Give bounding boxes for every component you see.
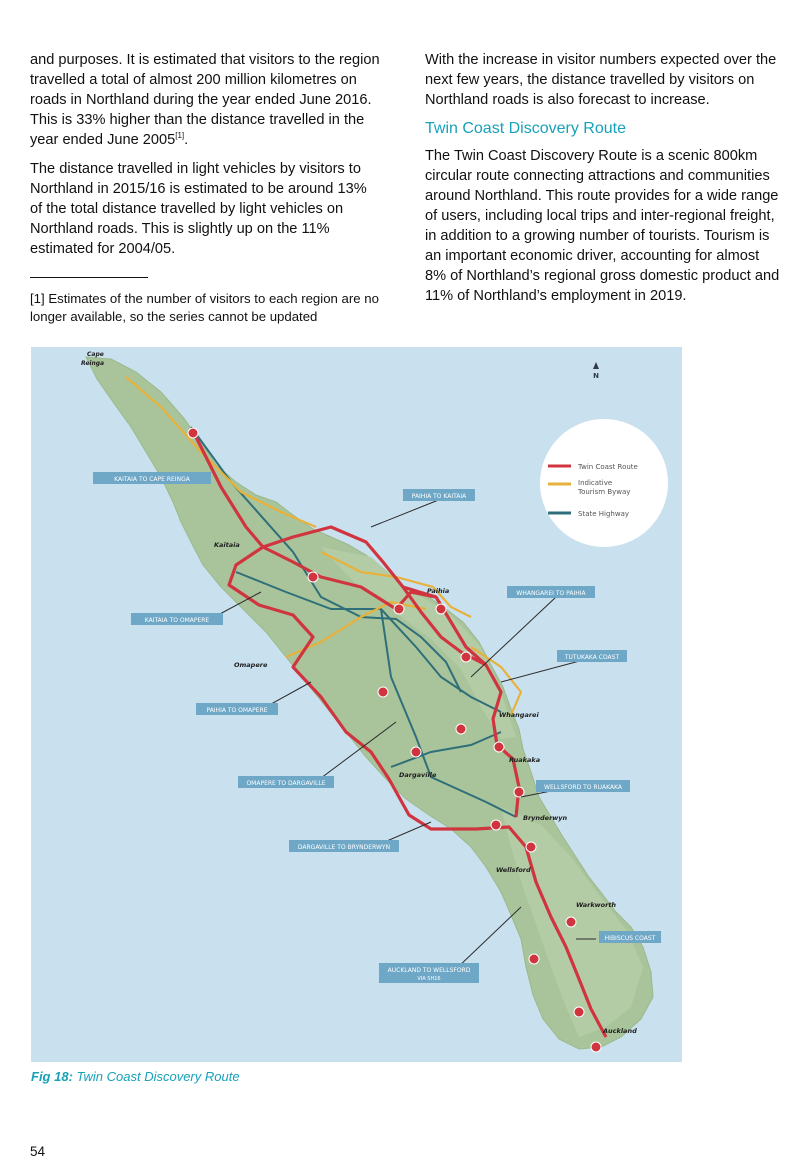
legend — [540, 419, 668, 547]
label-tutukaka: TUTUKAKA COAST — [564, 654, 620, 661]
highway-shield — [491, 820, 501, 830]
highway-shield — [591, 1042, 601, 1052]
label-wellsford-ruakaka: WELLSFORD TO RUAKAKA — [544, 784, 622, 791]
highway-shield — [566, 917, 576, 927]
highway-shield — [394, 604, 404, 614]
route-map — [31, 347, 682, 1062]
place-brynderwyn: Brynderwyn — [523, 814, 568, 822]
place-warkworth: Warkworth — [576, 901, 617, 909]
right-paragraph-2: The Twin Coast Discovery Route is a scenic 800km circular route connecting attractions and communities around Northland. This route provides for a wide range of users, including local trips and inter-regional freight, in addition to a growing number of tourists. Tourism is an important economic driver, accounting for almost 8% of Northland’s regional gross domestic product and 11% of Northland’s employment in 2019. — [425, 148, 780, 304]
place-cape-reinga-line1: Cape — [87, 351, 104, 358]
highway-shield — [436, 604, 446, 614]
left-column — [30, 50, 382, 335]
highway-shield — [378, 687, 388, 697]
footnote-reference[interactable]: [1] — [175, 131, 185, 141]
highway-shield — [188, 428, 198, 438]
right-column — [425, 50, 780, 315]
place-cape-reinga-line2: Reinga — [81, 360, 105, 367]
highway-shield — [529, 954, 539, 964]
label-dargaville-brynderwyn: DARGAVILLE TO BRYNDERWYN — [297, 844, 391, 851]
figure-caption-text: Twin Coast Discovery Route — [76, 1069, 240, 1084]
highway-shield — [308, 572, 318, 582]
place-dargaville: Dargaville — [399, 771, 437, 779]
highway-shield — [494, 742, 504, 752]
highway-shield — [456, 724, 466, 734]
highway-shield — [461, 652, 471, 662]
legend-byway-label-line1: Indicative — [578, 479, 613, 487]
place-auckland: Auckland — [603, 1027, 637, 1035]
legend-route-label: Twin Coast Route — [578, 463, 638, 471]
place-ruakaka: Ruakaka — [509, 756, 541, 764]
place-paihia: Paihia — [427, 587, 450, 595]
label-kaitaia-cape: KAITAIA TO CAPE REINGA — [114, 476, 190, 483]
place-whangarei: Whangarei — [499, 711, 539, 719]
label-omapere-dargaville: OMAPERE TO DARGAVILLE — [246, 780, 326, 787]
label-hibiscus: HIBISCUS COAST — [604, 935, 656, 942]
left-paragraph-1: and purposes. It is estimated that visitors to the region travelled a total of almost 200 million kilometres on roads in Northland during the year ended June 2016. This is 33% higher than the distance travelled in the year ended June 2005[1]. — [30, 52, 380, 148]
label-paihia-kaitaia: PAIHIA TO KAITAIA — [411, 493, 467, 500]
right-paragraph-1: With the increase in visitor numbers expected over the next few years, the distance travelled by visitors on Northland roads is also forecast to increase. — [425, 52, 777, 108]
legend-byway-label-line2: Tourism Byway — [578, 488, 631, 496]
place-omapere: Omapere — [234, 661, 268, 669]
label-auckland-wellsford-via: VIA SH16 — [417, 976, 441, 982]
label-kaitaia-omapere: KAITAIA TO OMAPERE — [144, 617, 210, 624]
highway-shield — [514, 787, 524, 797]
place-wellsford: Wellsford — [496, 866, 531, 874]
footnote: [1] Estimates of the number of visitors to each region are no longer available, so the series cannot be updated — [30, 291, 379, 324]
figure-caption-label: Fig 18: — [31, 1069, 73, 1084]
figure-caption — [31, 1069, 240, 1084]
label-paihia-omapere: PAIHIA TO OMAPERE — [206, 707, 268, 714]
highway-shield — [526, 842, 536, 852]
footnote-divider — [30, 277, 148, 278]
highway-shield — [411, 747, 421, 757]
label-whangarei-paihia: WHANGAREI TO PAIHIA — [516, 590, 586, 597]
legend-highway-label: State Highway — [578, 510, 629, 518]
highway-shield — [574, 1007, 584, 1017]
label-auckland-wellsford: AUCKLAND TO WELLSFORD — [387, 967, 471, 974]
route-map-svg — [31, 347, 682, 1062]
page-number: 54 — [30, 1144, 46, 1159]
section-heading: Twin Coast Discovery Route — [425, 120, 626, 137]
north-label: N — [593, 372, 599, 380]
place-kaitaia: Kaitaia — [214, 541, 240, 549]
left-paragraph-2: The distance travelled in light vehicles by visitors to Northland in 2015/16 is estimated to be around 13% of the total distance travelled by light vehicles on Northland roads. This is slightly up on the 11% estimated for 2004/05. — [30, 161, 367, 257]
